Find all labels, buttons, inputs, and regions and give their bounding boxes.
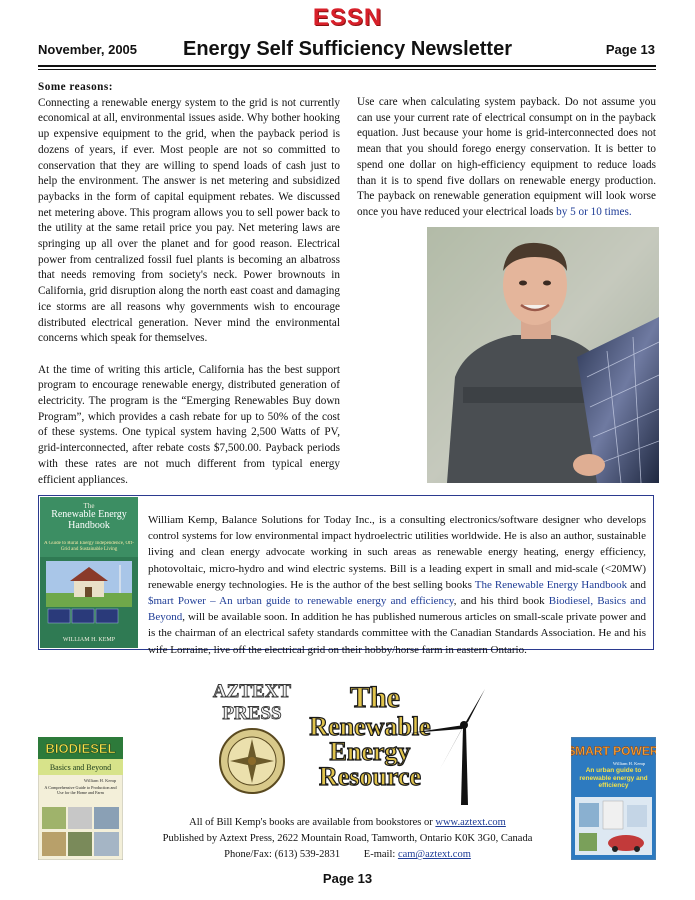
availability-line: All of Bill Kemp's books are available from bookstores or www.aztext.com bbox=[189, 817, 506, 828]
biodiesel-title: BIODIESEL bbox=[45, 741, 116, 756]
article-paragraph: Use care when calculating system payback. Do not assume you can use your current rate of electrical consumpt on in the payback equation. Just because your home is grid-interconnected does not mean that you should forego energy conservation. It is better to spend one dollar on high-efficiency equipment to reduce loads than it is to spend five dollars on renewable energy production. The payback on renewable generation equipment will look worse once you have reduced your electrical loads by 5 or 10 times. bbox=[357, 96, 656, 218]
cover-small-text: The bbox=[83, 502, 95, 510]
biodiesel-author: William H. Kemp bbox=[83, 778, 117, 783]
press-word: PRESS bbox=[222, 703, 282, 724]
biodiesel-subtitle: Basics and Beyond bbox=[49, 763, 112, 772]
wind-turbine-icon bbox=[410, 689, 485, 805]
cover-author: WILLIAM H. KEMP bbox=[62, 637, 116, 643]
smart-power-title: $MART POWER bbox=[571, 744, 656, 758]
author-photo bbox=[427, 227, 659, 483]
renewable-energy-handbook-cover bbox=[40, 497, 138, 648]
resource-line-resource: Resource bbox=[318, 762, 422, 791]
biodiesel-book-cover bbox=[38, 737, 123, 860]
page-number: Page 13 bbox=[605, 42, 655, 57]
resource-line-energy: Energy bbox=[329, 737, 411, 766]
book-link-handbook[interactable]: The Renewable Energy Handbook bbox=[474, 578, 628, 591]
email-link[interactable]: cam@aztext.com bbox=[397, 849, 471, 860]
section-heading: Some reasons: bbox=[38, 81, 113, 93]
footer-page-number: Page 13 bbox=[322, 871, 373, 886]
smart-power-book-cover bbox=[571, 737, 656, 860]
aztext-press-ad-logo bbox=[200, 675, 485, 805]
smart-power-author: William H. Kemp bbox=[612, 761, 646, 766]
address-line: Published by Aztext Press, 2622 Mountain Road, Tamworth, Ontario K0K 3G0, Canada bbox=[162, 833, 533, 844]
article-paragraph: Connecting a renewable energy system to the grid is not currently economical at all, environmental issues aside. Why bother hooking up expensive equipment to the grid, when the payback period is dozens of years, if ever. Most people are not so committed to conservation that they are willing to spend loads of cash just to help the environment. The answer is net metering and subsidized paybacks in the form of capital equipment rebates. We discussed net metering above. This program allows you to sell power back to the utility at the same retail price you pay. Net metering laws are springing up all over the planet and for good reason. Electrical power from centralized fossil fuel plants is becoming an albatross that needs removing from society's neck. Power brownouts in California, grid disruption along the north east coast and damaging ice storms are all reasons why governments wish to encourage distributed electrical generation. Never mind the environmental concerns which speak for themselves. bbox=[38, 96, 340, 345]
newsletter-title: Energy Self Sufficiency Newsletter bbox=[182, 38, 512, 60]
phone-email-line: Phone/Fax: (613) 539-2831 E-mail: cam@aztext.com bbox=[224, 849, 471, 860]
book-link-biodiesel[interactable]: Biodiesel, Basics and Beyond bbox=[148, 595, 647, 624]
biodiesel-description: A Comprehensive Guide to Production and Use for the Home and Farm bbox=[44, 785, 117, 795]
aztext-word: AZTEXT bbox=[212, 681, 292, 702]
resource-line-the: The bbox=[349, 681, 401, 714]
header-rule-thin bbox=[38, 69, 656, 70]
book-link-smart-power[interactable]: $mart Power – An urban guide to renewable energy and efficiency bbox=[148, 595, 454, 608]
article-right-column bbox=[357, 95, 656, 221]
cover-title: Renewable Energy Handbook bbox=[51, 509, 127, 531]
article-left-column bbox=[38, 80, 340, 488]
website-link[interactable]: www.aztext.com bbox=[435, 817, 506, 828]
smart-power-subtitle: An urban guide to renewable energy and efficiency bbox=[579, 767, 648, 789]
article-paragraph: At the time of writing this article, California has the best support program to encourage renewable energy, distributed generation of electricity. The program is the “Emerging Renewables Buy down Program”, which provides a cash rebate for up to 50% of the cost of these systems. One typical system having 2,500 Watts of PV, grid-interconnected, after rebate costs $7,500.00. Payback periods with these rates are not much different from typical energy efficient appliances. bbox=[38, 363, 340, 486]
publisher-contact bbox=[130, 815, 565, 863]
issue-date: November, 2005 bbox=[38, 42, 138, 57]
cover-subtitle: A Guide to Rural Energy Independence, Off-Grid and Sustainable Living bbox=[44, 541, 134, 552]
resource-line-renewable: Renewable bbox=[309, 712, 431, 741]
header-rule bbox=[38, 65, 656, 67]
author-bio-text: William Kemp, Balance Solutions for Today Inc., is a consulting electronics/software designer who develops control systems for low environmental impact hydroelectric utilities worldwide. He is also an author, sustainable living and clean energy advocate working in such areas as renewable energy heating, energy efficiency, photovoltaic, micro-hydro and wind electric systems. Bill is a leading expert in small and mid-scale (<20MW) renewable energy technologies. He is the author of the best selling books The Renewable Energy Handbook and $mart Power – An urban guide to renewable energy and efficiency, and his third book Biodiesel, Basics and Beyond, will be available soon. In addition he has published numerous articles on small-scale private power and is the chairman of an electrical safety standards committee with the Canadian Standards Association. He and his wife Lorraine, live off the electrical grid on their hobby/horse farm in eastern Ontario. bbox=[148, 514, 647, 656]
masthead-logo: ESSN bbox=[312, 4, 383, 31]
compass-seal-icon bbox=[220, 729, 284, 793]
